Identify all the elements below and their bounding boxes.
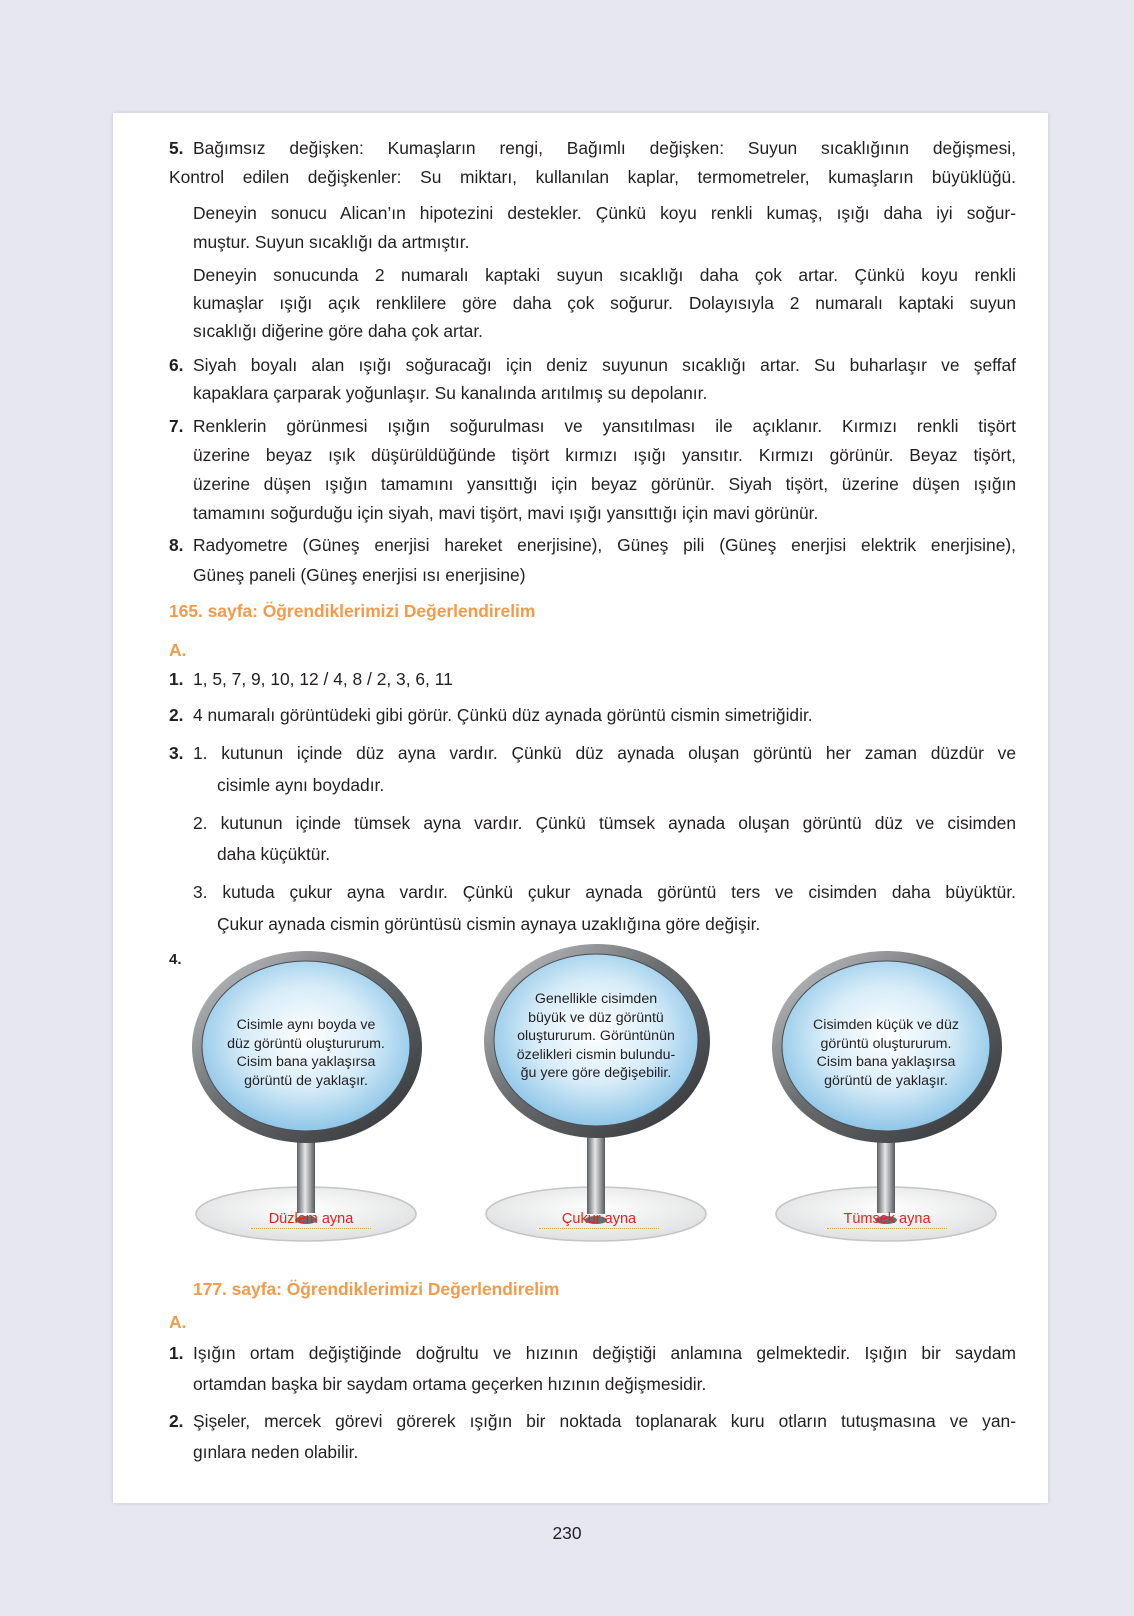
- mirror-pole: [297, 1133, 315, 1213]
- question-number: 4.: [169, 951, 182, 968]
- section-title: 165. sayfa: Öğrendiklerimizi Değerlendirelim: [169, 601, 536, 621]
- mirror-text-line: düz görüntü oluştururum.: [227, 1035, 385, 1052]
- question-number: 3.: [169, 743, 184, 763]
- text-line: kumaşlar ışığı açık renklilere göre daha çok soğurur. Dolayısıyla 2 numaralı kaptaki suyun: [193, 293, 1016, 313]
- text-line: üzerine düşen ışığın tamamını yansıttığı için beyaz görünür. Siyah tişört, üzerine düşen ışığın: [193, 474, 1016, 494]
- mirror-text-line: Cisimden küçük ve düz: [813, 1017, 959, 1033]
- mirror-text-line: Cisim bana yaklaşırsa: [816, 1054, 956, 1070]
- mirror-text-line: Cisim bana yaklaşırsa: [236, 1054, 376, 1070]
- text-line: Kontrol edilen değişkenler: Su miktarı, kullanılan kaplar, termometreler, kumaşların büyüklüğü.: [169, 167, 1016, 187]
- mirror-text-line: ğu yere göre değişebilir.: [520, 1065, 672, 1081]
- text-line: Deneyin sonucunda 2 numaralı kaptaki suyun sıcaklığı daha çok artar. Çünkü koyu renkli: [193, 265, 1016, 285]
- text-line: kapaklara çarparak yoğunlaşır. Su kanalında arıtılmış su depolanır.: [193, 383, 708, 403]
- text-line: Siyah boyalı alan ışığı soğuracağı için deniz suyunun sıcaklığı artar. Su buharlaşır ve şeffaf: [193, 355, 1016, 375]
- question-number: 1.: [169, 669, 184, 689]
- question-number: 7.: [169, 416, 184, 436]
- text-line: 4 numaralı görüntüdeki gibi görür. Çünkü düz aynada görüntü cismin simetriğidir.: [193, 705, 813, 725]
- text-line: tamamını soğurduğu için siyah, mavi tişört, mavi ışığı yansıttığı için mavi görünür.: [193, 503, 819, 523]
- question-number: 5.: [169, 138, 184, 158]
- question-number: 2.: [169, 705, 184, 725]
- section-title: 177. sayfa: Öğrendiklerimizi Değerlendirelim: [193, 1279, 560, 1299]
- text-line: 1. kutunun içinde düz ayna vardır. Çünkü düz aynada oluşan görüntü her zaman düzdür ve: [193, 743, 1016, 763]
- text-line: Işığın ortam değiştiğinde doğrultu ve hızının değiştiği anlamına gelmektedir. Işığın bir saydam: [193, 1343, 1016, 1363]
- mirror-text-line: görüntü de yaklaşır.: [824, 1072, 948, 1089]
- text-line: Renklerin görünmesi ışığın soğurulması ve yansıtılması ile açıklanır. Kırmızı renkli tişört: [193, 416, 1016, 436]
- text-line: Çukur aynada cismin görüntüsü cismin aynaya uzaklığına göre değişir.: [217, 914, 761, 934]
- mirror-text-line: görüntü oluştururum.: [820, 1035, 952, 1052]
- mirror-pole: [587, 1128, 605, 1214]
- text-line: 3. kutuda çukur ayna vardır. Çünkü çukur aynada görüntü ters ve cisimden daha büyüktür.: [193, 882, 1016, 902]
- text-line: Güneş paneli (Güneş enerjisi ısı enerjisine): [193, 565, 526, 585]
- text-line: Deneyin sonucu Alican’ın hipotezini destekler. Çünkü koyu renkli kumaş, ışığı daha iyi soğur-: [193, 203, 1016, 223]
- text-line: Şişeler, mercek görevi görerek ışığın bir noktada toplanarak kuru otların tutuşmasına ve yan-: [193, 1411, 1016, 1431]
- text-line: üzerine beyaz ışık düşürüldüğünde tişört kırmızı ışığı yansıtır. Kırmızı görünür. Beyaz tişört,: [193, 445, 1016, 465]
- convex-mirror: [772, 951, 1002, 1241]
- question-number: 6.: [169, 355, 184, 375]
- mirror-text-line: Cisimle aynı boyda ve: [236, 1017, 376, 1033]
- mirror-description: [791, 1016, 981, 1090]
- section-part-label: A.: [169, 1312, 187, 1332]
- text-line: 2. kutunun içinde tümsek ayna vardır. Çünkü tümsek aynada oluşan görüntü düz ve cisimden: [193, 813, 1016, 833]
- question-number: 2.: [169, 1411, 184, 1431]
- text-line: daha küçüktür.: [217, 844, 331, 864]
- mirror-label: Düzlem ayna: [251, 1211, 371, 1229]
- mirror-pole: [877, 1133, 895, 1213]
- question-number: 8.: [169, 535, 184, 555]
- mirror-text-line: oluştururum. Görüntünün: [517, 1028, 675, 1044]
- mirror-label: Çukur ayna: [539, 1211, 659, 1229]
- question-number: 1.: [169, 1343, 184, 1363]
- text-line: sıcaklığı diğerine göre daha çok artar.: [193, 321, 484, 341]
- mirror-text-line: büyük ve düz görüntü: [528, 1009, 664, 1026]
- mirror-text-line: görüntü de yaklaşır.: [244, 1072, 368, 1089]
- section-part-label: A.: [169, 640, 187, 660]
- mirror-text-line: Genellikle cisimden: [534, 991, 658, 1007]
- text-line: gınlara neden olabilir.: [193, 1442, 359, 1462]
- text-line: Bağımsız değişken: Kumaşların rengi, Bağımlı değişken: Suyun sıcaklığının değişmesi,: [193, 138, 1016, 158]
- mirror-description: [496, 990, 696, 1083]
- text-line: muştur. Suyun sıcaklığı da artmıştır.: [193, 232, 470, 252]
- text-line: Radyometre (Güneş enerjisi hareket enerjisine), Güneş pili (Güneş enerjisi elektrik enerjisine),: [193, 535, 1016, 555]
- mirror-description: [211, 1016, 401, 1090]
- page-number: 230: [552, 1523, 582, 1543]
- text-line: ortamdan başka bir saydam ortama geçerken hızının değişmesidir.: [193, 1374, 707, 1394]
- concave-mirror: [484, 944, 710, 1241]
- text-line: cisimle aynı boydadır.: [217, 775, 385, 795]
- mirror-text-line: özelikleri cismin bulundu-: [516, 1046, 676, 1063]
- text-line: 1, 5, 7, 9, 10, 12 / 4, 8 / 2, 3, 6, 11: [193, 669, 453, 689]
- mirror-label: Tümsek ayna: [827, 1211, 947, 1229]
- flat-mirror: [192, 951, 422, 1241]
